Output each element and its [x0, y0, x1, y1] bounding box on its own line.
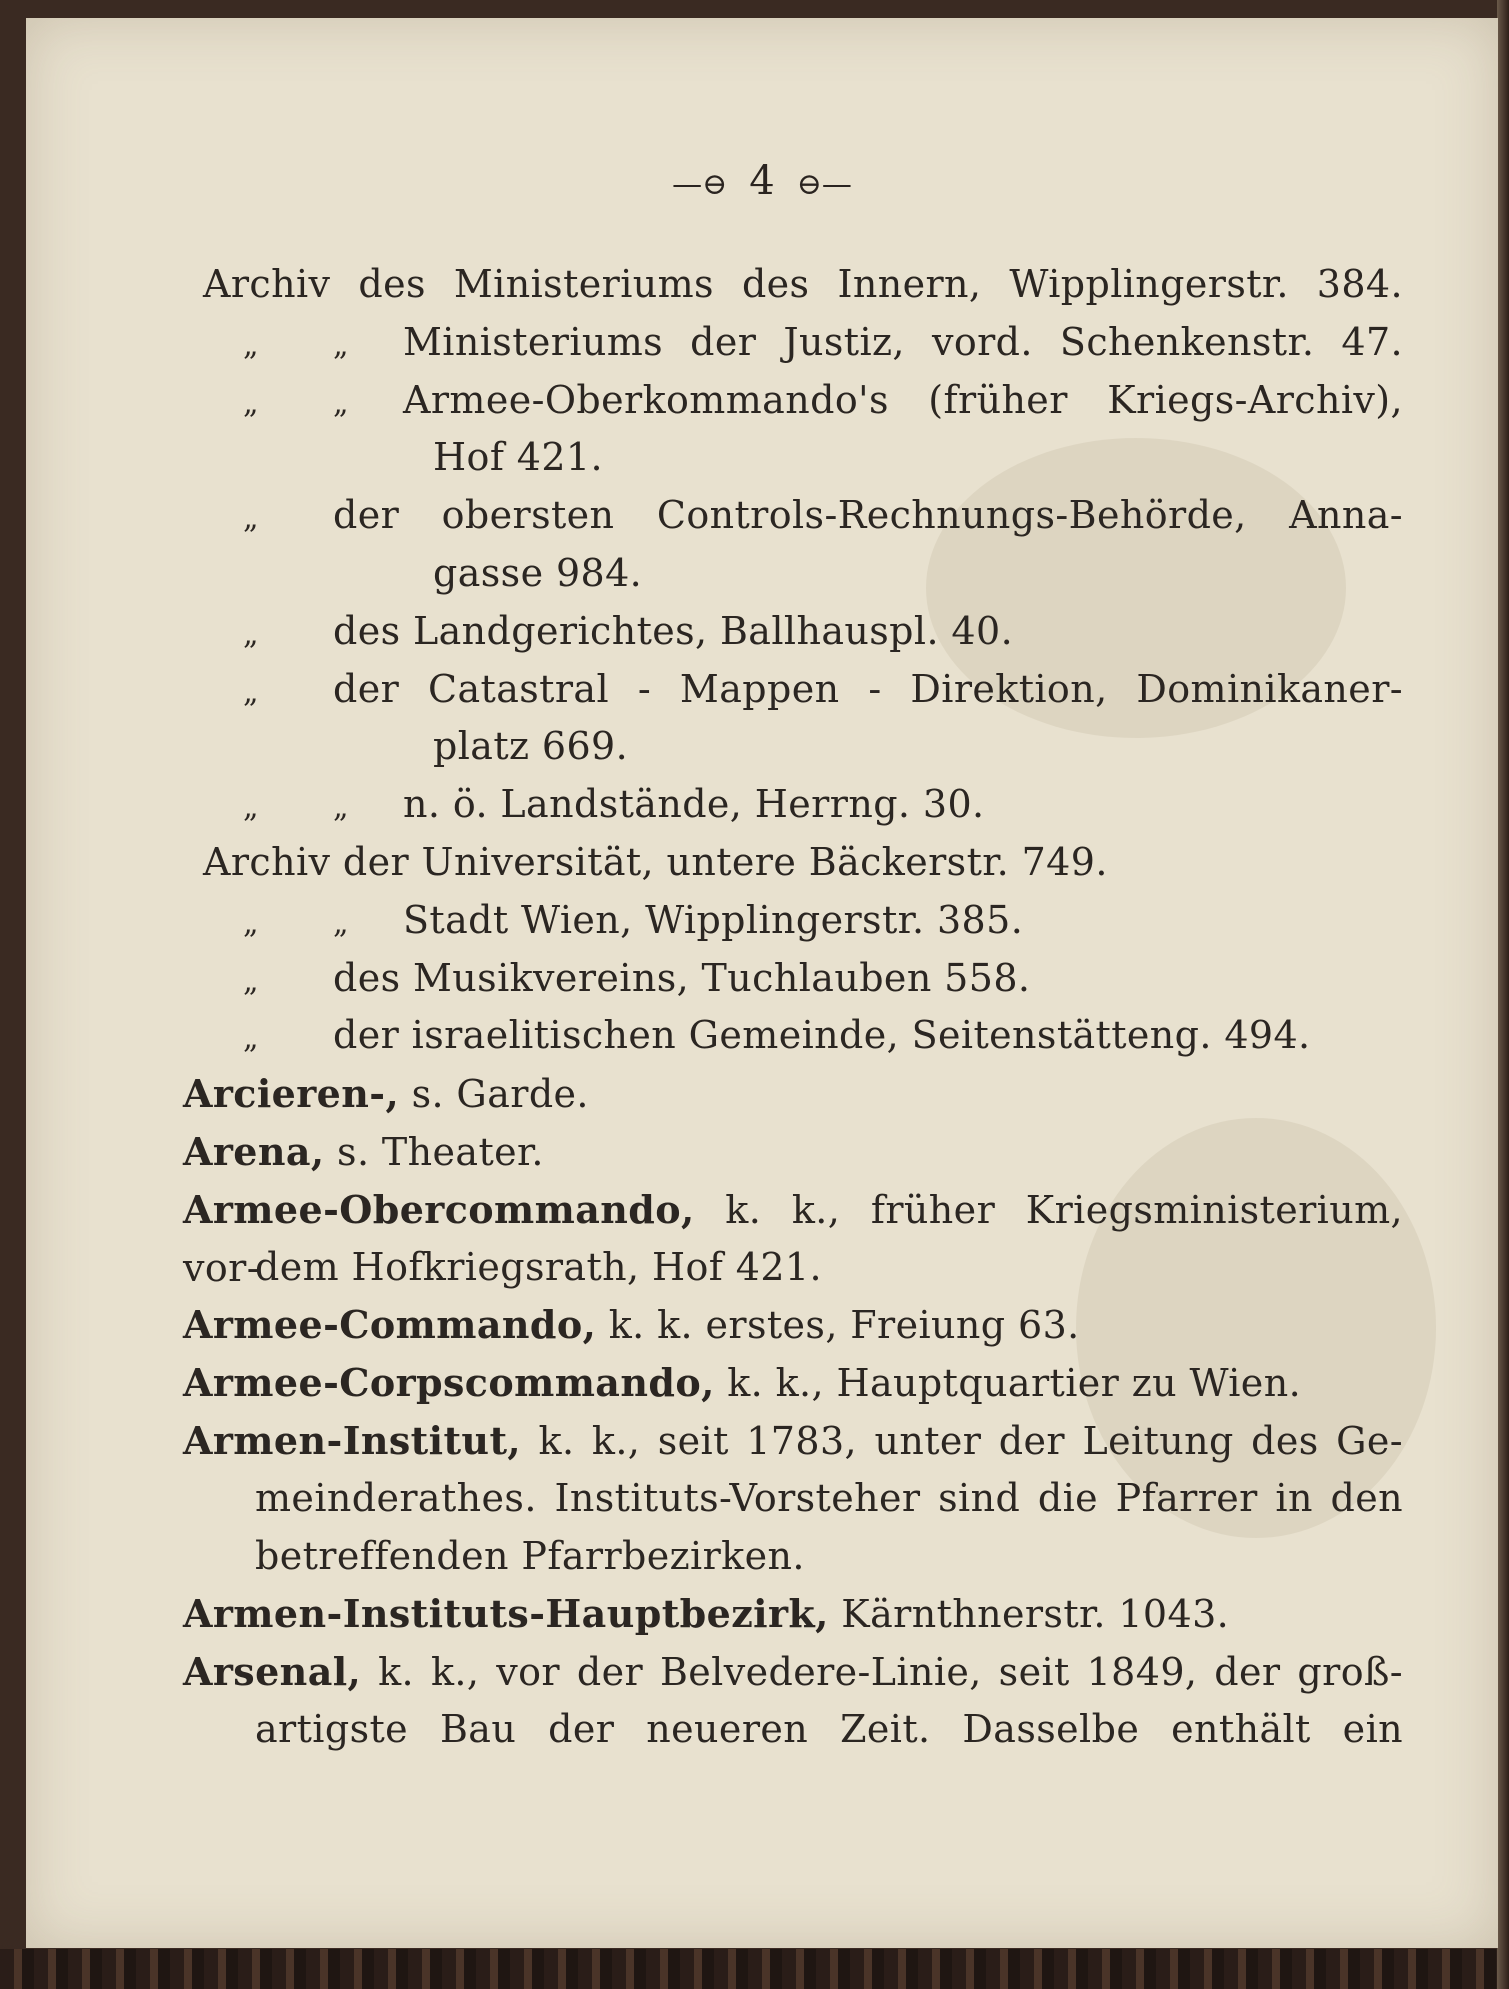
ditto-mark: „ [243, 1021, 259, 1057]
ditto-mark: „ [243, 963, 259, 999]
entry-text: der obersten Controls-Rechnungs-Behörde, Anna- [333, 493, 1403, 538]
entry-text: Kärnthnerstr. 1043. [841, 1592, 1230, 1637]
entry-line [183, 1123, 1403, 1181]
page-header [26, 158, 1498, 204]
ditto-mark: „ [243, 327, 259, 363]
entry-line [183, 1643, 1403, 1701]
ditto-mark: „ [243, 501, 259, 537]
entry-line [183, 1412, 1403, 1470]
ornament-left-icon: —⊖ [672, 167, 728, 202]
entry-line [183, 1585, 1403, 1643]
entry-text: k. k., früher Kriegsministerium, vor- [183, 1187, 1403, 1290]
entry-line: gasse 984. [433, 550, 643, 595]
entry-line: meinderathes. Instituts-Vorsteher sind die Pfarrer in den [255, 1475, 1403, 1520]
entry-head: Arcieren-, [183, 1071, 400, 1117]
entry-line [203, 314, 1403, 372]
ditto-mark: „ [333, 905, 349, 941]
entry-text: Stadt Wien, Wipplingerstr. 385. [403, 897, 1024, 942]
entry-line [203, 661, 1403, 719]
entry-line: dem Hofkriegsrath, Hof 421. [255, 1244, 822, 1289]
entry-head: Armee-Commando, [183, 1302, 597, 1348]
entry-line [183, 1296, 1403, 1354]
entry-line [203, 603, 1403, 661]
ditto-mark: „ [243, 905, 259, 941]
entry-line [203, 487, 1403, 545]
entry-text: Ministeriums der Justiz, vord. Schenkenstr. 47. [403, 319, 1403, 364]
entry-line [203, 1007, 1403, 1065]
entry-line [203, 776, 1403, 834]
ditto-mark: „ [243, 616, 259, 652]
book-edge-bottom [0, 1949, 1509, 1989]
ditto-mark: „ [333, 327, 349, 363]
entry-text: k. k. erstes, Freiung 63. [608, 1303, 1080, 1348]
entry-line: Hof 421. [433, 435, 603, 480]
entry-head: Arena, [183, 1128, 325, 1174]
ditto-mark: „ [243, 674, 259, 710]
entry-line [183, 1065, 1403, 1123]
ditto-mark: „ [333, 385, 349, 421]
entry-line: Archiv des Ministeriums des Innern, Wipplingerstr. 384. [203, 262, 1403, 306]
entry-text: des Landgerichtes, Ballhauspl. 40. [333, 608, 1014, 653]
entry-text: s. Theater. [337, 1129, 544, 1174]
entry-text: k. k., seit 1783, unter der Leitung des Ge- [538, 1418, 1403, 1463]
ornament-right-icon: ⊖— [796, 167, 852, 202]
entry-text: Armee-Oberkommando's (früher Kriegs-Archiv), [403, 377, 1403, 422]
entry-text: k. k., Hauptquartier zu Wien. [727, 1361, 1302, 1406]
page-number: 4 [749, 158, 775, 204]
entry-head: Armee-Corpscommando, [183, 1360, 715, 1406]
entry-head: Arsenal, [183, 1649, 362, 1695]
entry-line: platz 669. [433, 724, 629, 769]
entry-line: Archiv der Universität, untere Bäckerstr. 749. [203, 839, 1108, 884]
entry-line: betreffenden Pfarrbezirken. [255, 1533, 805, 1578]
ditto-mark: „ [243, 790, 259, 826]
entry-text: s. Garde. [411, 1072, 589, 1117]
entry-text: n. ö. Landstände, Herrng. 30. [403, 782, 985, 827]
entry-line: artigste Bau der neueren Zeit. Dasselbe enthält ein [255, 1706, 1403, 1751]
ditto-mark: „ [243, 385, 259, 421]
entry-text: der israelitischen Gemeinde, Seitenstätteng. 494. [333, 1013, 1311, 1058]
entry-head: Armen-Institut, [183, 1417, 522, 1463]
entry-text: k. k., vor der Belvedere-Linie, seit 1849, der groß- [378, 1650, 1403, 1695]
book-edge-right [1497, 0, 1509, 1989]
entry-line [183, 1354, 1403, 1412]
book-page [26, 18, 1498, 1948]
entry-text: des Musikvereins, Tuchlauben 558. [333, 955, 1031, 1000]
entry-line [203, 950, 1403, 1008]
entry-line [203, 372, 1403, 430]
entry-text: der Catastral - Mappen - Direktion, Dominikaner- [333, 666, 1403, 711]
entry-head: Armen-Instituts-Hauptbezirk, [183, 1591, 829, 1637]
ditto-mark: „ [333, 790, 349, 826]
entry-line [203, 892, 1403, 950]
index-entries [183, 256, 1403, 1759]
entry-head: Armee-Obercommando, [183, 1186, 695, 1232]
